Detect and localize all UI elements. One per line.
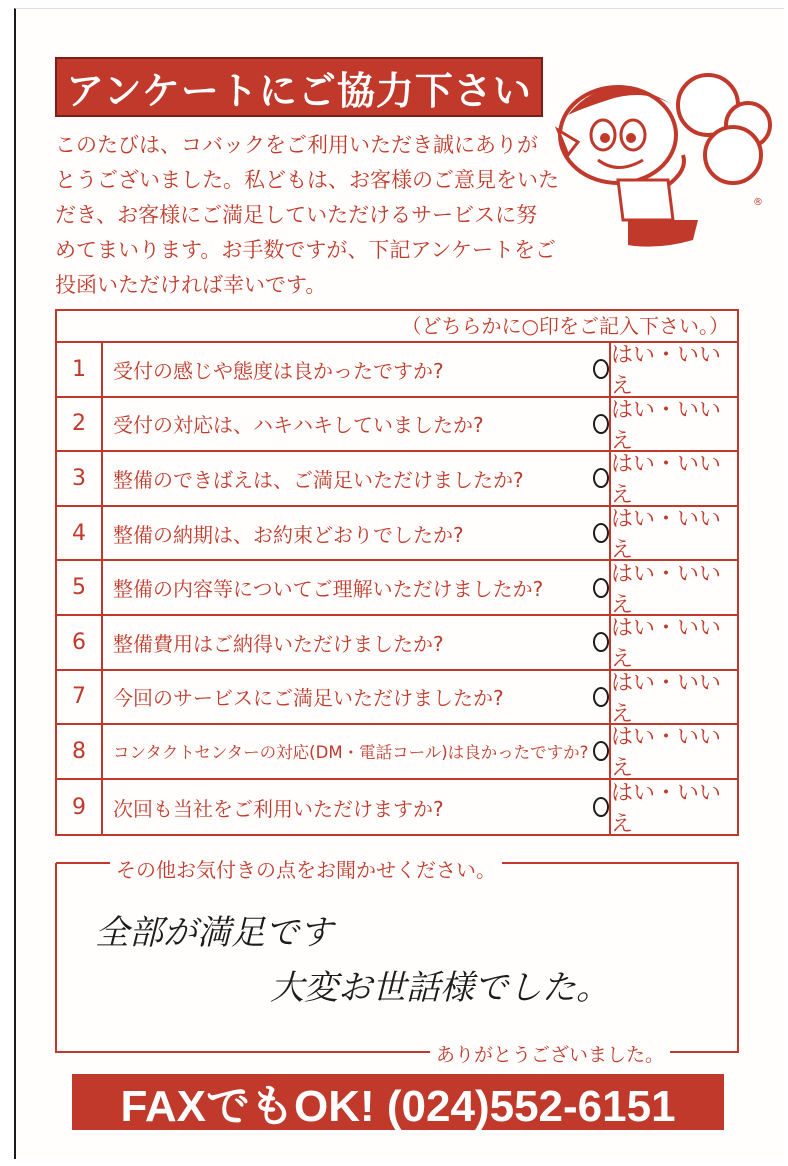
intro-line: このたびは、コバックをご利用いただき誠にありが	[55, 133, 538, 157]
question-text	[103, 507, 611, 560]
table-row	[57, 398, 737, 453]
table-row	[57, 452, 737, 507]
question-number: 6	[57, 616, 103, 669]
question-text	[103, 780, 611, 835]
fax-banner: FAXでもOK! (024)552-6151	[72, 1074, 724, 1130]
handwritten-circle-icon	[591, 466, 611, 490]
question-label: 整備の納期は、お約束どおりでしたか?	[113, 522, 464, 547]
question-label: コンタクトセンターの対応(DM・電話コール)は良かったですか?	[113, 743, 589, 763]
question-number: 1	[57, 343, 103, 396]
answer-choice[interactable]: はい・いいえ	[611, 670, 722, 727]
answer-choice[interactable]: はい・いいえ	[611, 725, 722, 782]
answer-choice[interactable]: はい・いいえ	[611, 397, 722, 454]
handwritten-circle-icon	[591, 412, 611, 436]
handwritten-circle-icon	[591, 630, 611, 654]
question-text	[103, 725, 611, 778]
answer-choice[interactable]: はい・いいえ	[611, 781, 722, 838]
question-number: 4	[57, 507, 103, 560]
question-number: 3	[57, 452, 103, 505]
question-text	[103, 452, 611, 505]
comment-frame	[55, 862, 739, 1054]
question-number: 2	[57, 398, 103, 451]
table-row	[57, 507, 737, 562]
table-row	[57, 725, 737, 780]
question-label: 今回のサービスにご満足いただけましたか?	[113, 686, 504, 711]
question-number: 8	[57, 725, 103, 778]
comment-box[interactable]	[55, 862, 739, 1054]
handwritten-comment-line: 全部が満足です	[95, 913, 333, 953]
question-text	[103, 671, 611, 724]
answer-choice[interactable]: はい・いいえ	[611, 507, 722, 564]
handwritten-circle-icon	[591, 521, 611, 545]
handwritten-circle-icon	[591, 795, 611, 819]
question-label: 受付の感じや態度は良かったですか?	[113, 358, 444, 383]
survey-instruction: （どちらかに○印をご記入下さい。）	[57, 311, 737, 343]
handwritten-circle-icon	[591, 739, 611, 763]
table-row	[57, 561, 737, 616]
question-number: 5	[57, 561, 103, 614]
question-label: 整備のできばえは、ご満足いただけましたか?	[113, 467, 524, 492]
intro-text	[55, 128, 559, 303]
handwritten-circle-icon	[591, 576, 611, 600]
question-text	[103, 343, 611, 396]
handwritten-circle-icon	[591, 685, 611, 709]
answer-choice[interactable]: はい・いいえ	[611, 561, 722, 618]
question-number: 7	[57, 671, 103, 724]
table-row	[57, 671, 737, 726]
question-label: 整備費用はご納得いただけましたか?	[113, 631, 444, 656]
intro-line: めてまいります。お手数ですが、下記アンケートをご	[55, 238, 557, 262]
table-row	[57, 780, 737, 838]
mascot-icon	[548, 60, 778, 260]
question-text	[103, 561, 611, 614]
handwritten-circle-icon	[591, 357, 611, 381]
answer-choice[interactable]: はい・いいえ	[611, 616, 722, 673]
page-title: アンケートにご協力下さい	[55, 57, 543, 117]
question-text	[103, 616, 611, 669]
survey-table	[55, 309, 739, 836]
table-row	[57, 343, 737, 398]
svg-text:®: ®	[753, 197, 763, 208]
question-label: 整備の内容等についてご理解いただけましたか?	[113, 577, 544, 602]
question-label: 受付の対応は、ハキハキしていましたか?	[113, 413, 484, 438]
comment-title: その他お気付きの点をお聞かせください。	[110, 854, 502, 883]
question-label: 次回も当社をご利用いただけますか?	[113, 796, 444, 821]
answer-choice[interactable]: はい・いいえ	[611, 343, 722, 400]
intro-line: だき、お客様にご満足していただけるサービスに努	[55, 203, 538, 227]
table-row	[57, 616, 737, 671]
question-number: 9	[57, 780, 103, 835]
intro-line: 投函いただければ幸いです。	[55, 273, 327, 297]
answer-choice[interactable]: はい・いいえ	[611, 452, 722, 509]
comment-thanks: ありがとうございました。	[430, 1040, 670, 1067]
intro-line: とうございました。私どもは、お客様のご意見をいた	[55, 168, 559, 192]
handwritten-comment-line: 大変お世話様でした。	[270, 968, 610, 1008]
question-text	[103, 398, 611, 451]
